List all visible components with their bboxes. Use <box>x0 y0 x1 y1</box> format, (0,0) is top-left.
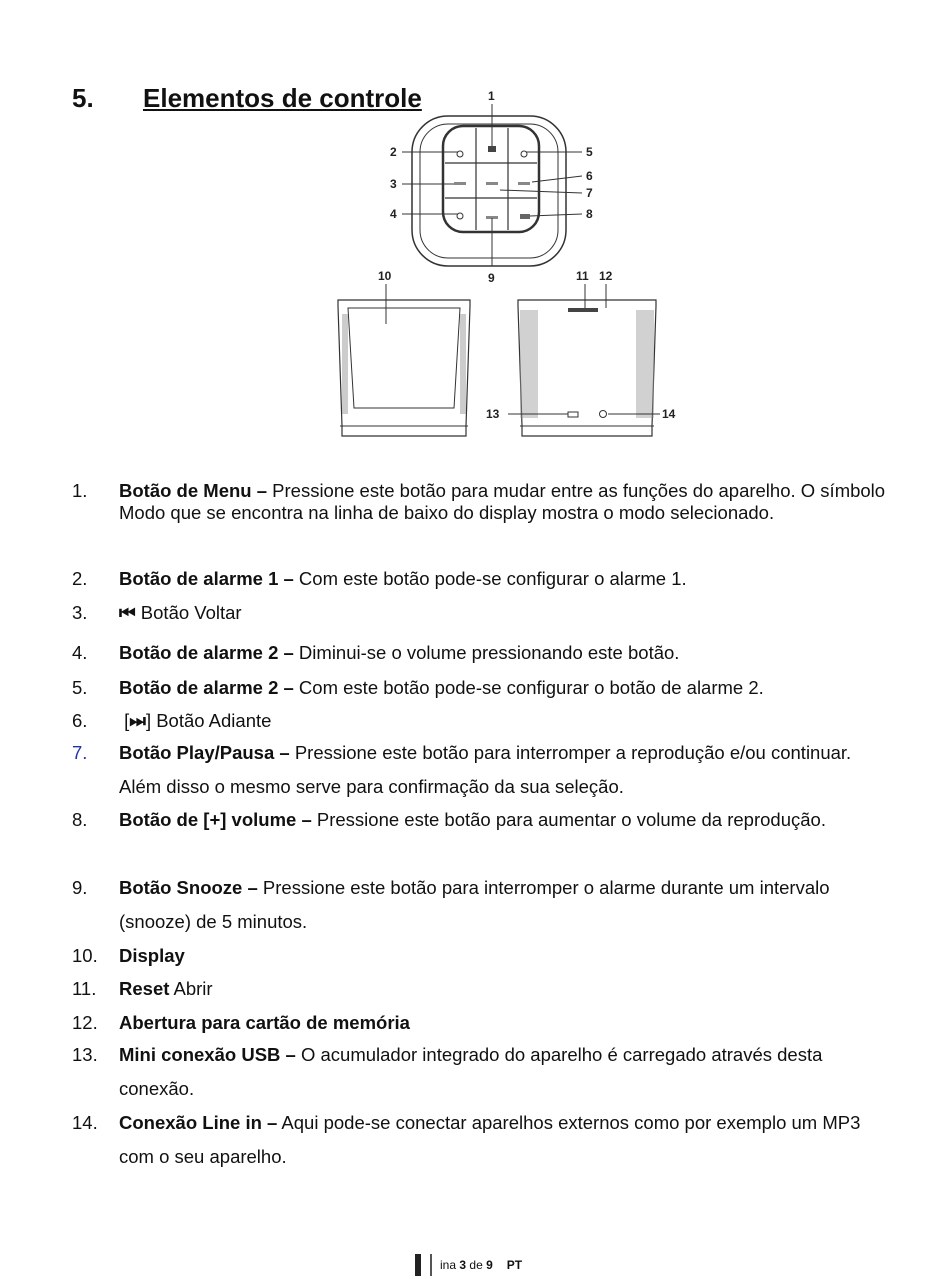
device-diagram <box>320 86 700 446</box>
label-12: 12 <box>599 269 613 283</box>
back-view-illustration <box>518 300 656 436</box>
previous-track-icon: ⏮ <box>119 602 136 623</box>
label-4: 4 <box>390 207 397 221</box>
label-7: 7 <box>586 186 593 200</box>
page-footer: ina 3 de 9 PT <box>415 1254 522 1276</box>
section-number: 5. <box>72 83 94 113</box>
section-title: Elementos de controle <box>143 83 422 113</box>
front-view-illustration <box>338 300 470 436</box>
control-panel-illustration <box>412 116 566 266</box>
label-11: 11 <box>576 269 589 283</box>
label-1: 1 <box>488 89 495 103</box>
label-6: 6 <box>586 169 593 183</box>
label-3: 3 <box>390 177 397 191</box>
footer-thin-bar-mark <box>430 1254 432 1276</box>
label-9: 9 <box>488 271 495 285</box>
label-8: 8 <box>586 207 593 221</box>
label-5: 5 <box>586 145 593 159</box>
label-10: 10 <box>378 269 392 283</box>
language-code: PT <box>506 1258 523 1272</box>
label-13: 13 <box>486 407 500 421</box>
footer-bar-mark <box>415 1254 421 1276</box>
next-track-icon: ⏭ <box>129 710 146 731</box>
label-14: 14 <box>662 407 676 421</box>
label-2: 2 <box>390 145 397 159</box>
